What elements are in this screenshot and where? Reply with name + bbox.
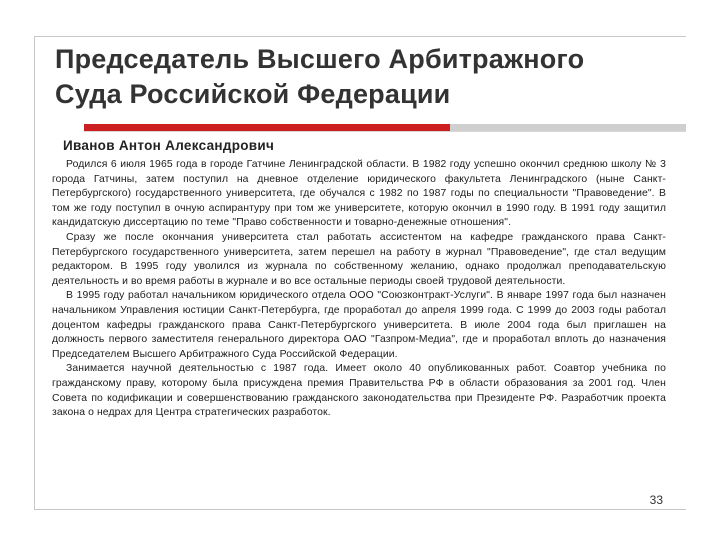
- page-number: 33: [649, 493, 663, 507]
- title-divider-grey: [450, 124, 686, 131]
- biography-paragraph: В 1995 году работал начальником юридического отдела ООО "Союзконтракт-Услуги". В январе 1997 года был назначен начальником Управления юстиции Санкт-Петербурга, где проработал до апреля 1999 года. С 1999 до 2003 годы работал доцентом кафедры гражданского права Санкт-Петербургского университета. В июле 2004 года был приглашен на должность первого заместителя генерального директора ОАО "Газпром-Медиа", где и проработал вплоть до назначения Председателем Высшего Арбитражного Суда Российской Федерации.: [52, 290, 666, 360]
- biography-text: [52, 158, 666, 421]
- biography-paragraph: Родился 6 июля 1965 года в городе Гатчине Ленинградской области. В 1982 году успешно окончил среднюю школу № 3 города Гатчины, затем поступил на дневное отделение юридического факультета Ленинградского (ныне Санкт-Петербургского) государственного университета, где обучался с 1982 по 1987 годы по специальности "Правоведение". В том же году поступил в очную аспирантуру при том же университете, которую окончил в 1990 году. В 1991 году защитил кандидатскую диссертацию по теме "Право собственности и товарно-денежные отношения".: [52, 159, 666, 229]
- title-divider: [34, 124, 686, 133]
- slide-title: [55, 42, 675, 112]
- person-name: Иванов Антон Александрович: [63, 138, 275, 153]
- title-line-1: Председатель Высшего Арбитражного: [55, 44, 585, 74]
- biography-paragraph: Занимается научной деятельностью с 1987 года. Имеет около 40 опубликованных работ. Соавтор учебника по гражданскому праву, которому была присуждена премия Правительства РФ в области образования за 2001 год. Член Совета по кодификации и совершенствованию гражданского законодательства при Президенте РФ. Разработчик проекта закона о недрах для Центра стратегических разработок.: [52, 363, 666, 419]
- biography-paragraph: Сразу же после окончания университета стал работать ассистентом на кафедре гражданского права Санкт-Петербургского государственного университета, затем перешел на работу в журнал "Правоведение", где стал ведущим редактором. В 1995 году уволился из журнала по собственному желанию, однако продолжал преподавательскую деятельность и во время работы в журнале и во все остальные периоды своей трудовой деятельности.: [52, 231, 666, 287]
- title-line-2: Суда Российской Федерации: [55, 79, 451, 109]
- title-divider-accent: [84, 124, 450, 131]
